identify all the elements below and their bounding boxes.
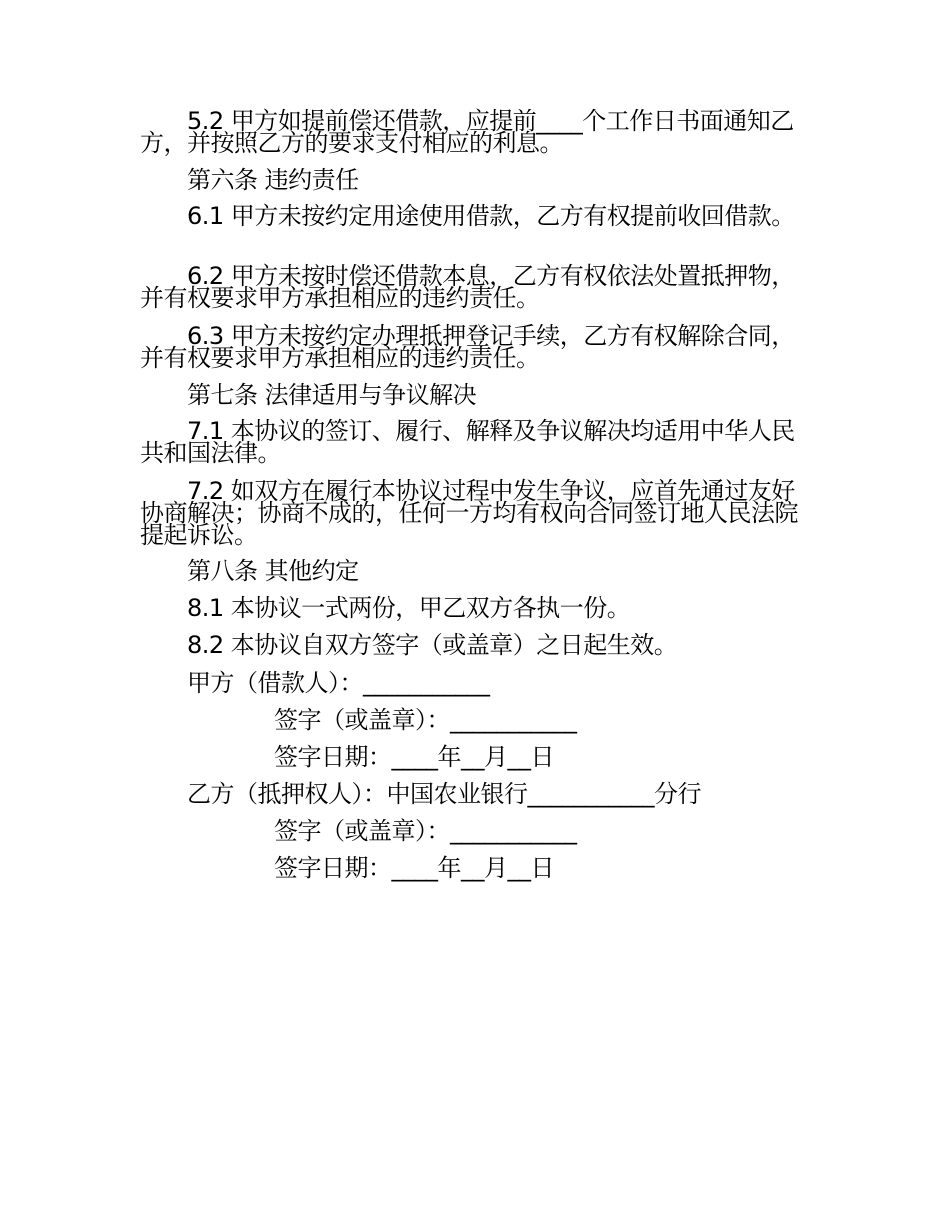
clause-8-1: 8.1 本协议一式两份，甲乙双方各执一份。 [187, 594, 631, 622]
article-8-heading: 第八条 其他约定 [187, 557, 359, 585]
party-a-signature-line: 签字（或盖章）：___________ [274, 706, 577, 734]
clause-6-3 [140, 322, 812, 372]
clause-6-1 [140, 202, 812, 230]
clause-7-1-text: 7.1 本协议的签订、履行、解释及争议解决均适用中华人民共和国法律。 [140, 417, 795, 467]
clause-7-2-text: 7.2 如双方在履行本协议过程中发生争议，应首先通过友好协商解决；协商不成的，任何一方均有权向合同签订地人民法院提起诉讼。 [140, 477, 798, 549]
clause-6-2 [140, 262, 812, 312]
clause-5-2 [140, 107, 812, 157]
party-a-date-line: 签字日期：____年__月__日 [274, 743, 554, 771]
clause-8-2: 8.2 本协议自双方签字（或盖章）之日起生效。 [187, 631, 678, 659]
article-7-heading: 第七条 法律适用与争议解决 [187, 381, 477, 409]
clause-6-1-text: 6.1 甲方未按约定用途使用借款，乙方有权提前收回借款。 [187, 202, 795, 230]
clause-5-2-text: 5.2 甲方如提前偿还借款，应提前____个工作日书面通知乙方，并按照乙方的要求支付相应的利息。 [140, 107, 794, 157]
clause-7-2 [140, 477, 812, 549]
party-b-line: 乙方（抵押权人）：中国农业银行___________分行 [187, 780, 701, 808]
clause-6-3-text: 6.3 甲方未按约定办理抵押登记手续，乙方有权解除合同，并有权要求甲方承担相应的违约责任。 [140, 322, 795, 372]
clause-7-1 [140, 417, 812, 467]
article-6-heading: 第六条 违约责任 [187, 166, 359, 194]
party-b-date-line: 签字日期：____年__月__日 [274, 854, 554, 882]
party-b-signature-line: 签字（或盖章）：___________ [274, 817, 577, 845]
clause-6-2-text: 6.2 甲方未按时偿还借款本息，乙方有权依法处置抵押物，并有权要求甲方承担相应的违约责任。 [140, 262, 795, 312]
party-a-line: 甲方（借款人）：___________ [187, 669, 490, 697]
